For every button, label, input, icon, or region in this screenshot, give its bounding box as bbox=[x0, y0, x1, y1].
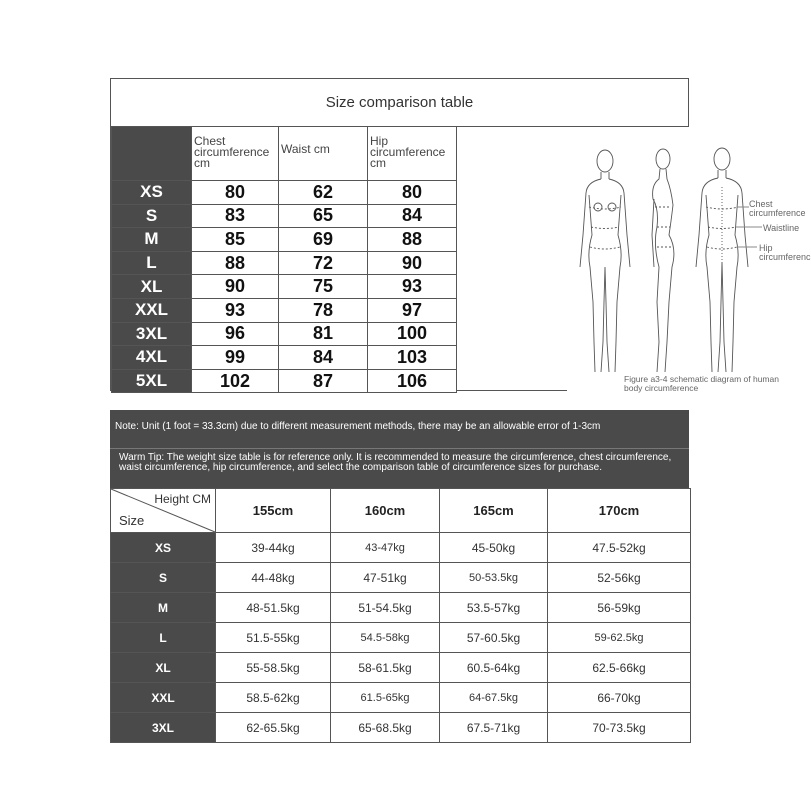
chest-value: 88 bbox=[192, 251, 279, 275]
height-cm-label: Height CM bbox=[154, 492, 211, 506]
weight-value: 65-68.5kg bbox=[331, 713, 440, 743]
weight-value: 51-54.5kg bbox=[331, 593, 440, 623]
weight-value: 45-50kg bbox=[440, 533, 548, 563]
hip-value: 90 bbox=[368, 251, 457, 275]
weight-row bbox=[111, 533, 691, 563]
size-row bbox=[112, 275, 457, 299]
weight-value: 58-61.5kg bbox=[331, 653, 440, 683]
size-header-cell bbox=[112, 127, 192, 181]
waist-value: 81 bbox=[279, 322, 368, 346]
weight-value: 52-56kg bbox=[548, 563, 691, 593]
waist-pointer-label: Waistline bbox=[763, 223, 800, 233]
circumference-header-row bbox=[112, 127, 457, 181]
chest-value: 96 bbox=[192, 322, 279, 346]
weight-size-label: M bbox=[111, 593, 216, 623]
size-row bbox=[112, 204, 457, 228]
weight-value: 59-62.5kg bbox=[548, 623, 691, 653]
weight-row bbox=[111, 653, 691, 683]
hip-pointer-label: Hip circumferenc bbox=[759, 243, 811, 262]
weight-size-label: 3XL bbox=[111, 713, 216, 743]
height-header-row bbox=[111, 489, 691, 533]
chest-header: Chest circumference cm bbox=[192, 127, 279, 181]
height-header: 165cm bbox=[440, 489, 548, 533]
weight-size-table bbox=[110, 488, 691, 743]
size-row bbox=[112, 322, 457, 346]
hip-value: 88 bbox=[368, 228, 457, 252]
size-label: XXL bbox=[112, 298, 192, 322]
unit-note: Note: Unit (1 foot = 33.3cm) due to different measurement methods, there may be an allowable error of 1-3cm bbox=[110, 410, 689, 448]
size-row bbox=[112, 228, 457, 252]
hip-value: 80 bbox=[368, 181, 457, 205]
weight-value: 64-67.5kg bbox=[440, 683, 548, 713]
waist-value: 62 bbox=[279, 181, 368, 205]
size-axis-label: Size bbox=[119, 513, 145, 528]
circumference-table bbox=[111, 126, 457, 393]
waist-value: 75 bbox=[279, 275, 368, 299]
weight-row bbox=[111, 623, 691, 653]
weight-value: 55-58.5kg bbox=[216, 653, 331, 683]
weight-size-label: L bbox=[111, 623, 216, 653]
size-label: 4XL bbox=[112, 346, 192, 370]
weight-size-label: XS bbox=[111, 533, 216, 563]
chest-value: 80 bbox=[192, 181, 279, 205]
chest-value: 90 bbox=[192, 275, 279, 299]
weight-value: 62.5-66kg bbox=[548, 653, 691, 683]
weight-size-label: S bbox=[111, 563, 216, 593]
waist-value: 84 bbox=[279, 346, 368, 370]
height-header: 170cm bbox=[548, 489, 691, 533]
hip-value: 103 bbox=[368, 346, 457, 370]
size-label: XS bbox=[112, 181, 192, 205]
hip-value: 100 bbox=[368, 322, 457, 346]
waist-value: 87 bbox=[279, 369, 368, 393]
weight-value: 47-51kg bbox=[331, 563, 440, 593]
hip-value: 97 bbox=[368, 298, 457, 322]
weight-value: 39-44kg bbox=[216, 533, 331, 563]
corner-cell bbox=[111, 489, 216, 533]
weight-value: 44-48kg bbox=[216, 563, 331, 593]
weight-row bbox=[111, 593, 691, 623]
hip-header: Hip circumference cm bbox=[368, 127, 457, 181]
weight-value: 50-53.5kg bbox=[440, 563, 548, 593]
size-label: L bbox=[112, 251, 192, 275]
weight-value: 62-65.5kg bbox=[216, 713, 331, 743]
size-row bbox=[112, 346, 457, 370]
size-row bbox=[112, 298, 457, 322]
weight-value: 70-73.5kg bbox=[548, 713, 691, 743]
weight-value: 43-47kg bbox=[331, 533, 440, 563]
size-comparison-table bbox=[110, 78, 811, 393]
chest-value: 93 bbox=[192, 298, 279, 322]
waist-value: 72 bbox=[279, 251, 368, 275]
weight-value: 61.5-65kg bbox=[331, 683, 440, 713]
weight-row bbox=[111, 683, 691, 713]
size-label: M bbox=[112, 228, 192, 252]
waist-value: 69 bbox=[279, 228, 368, 252]
hip-value: 93 bbox=[368, 275, 457, 299]
hip-value: 84 bbox=[368, 204, 457, 228]
weight-value: 66-70kg bbox=[548, 683, 691, 713]
weight-value: 47.5-52kg bbox=[548, 533, 691, 563]
chest-value: 102 bbox=[192, 369, 279, 393]
height-header: 155cm bbox=[216, 489, 331, 533]
waist-value: 65 bbox=[279, 204, 368, 228]
hip-value: 106 bbox=[368, 369, 457, 393]
chest-value: 99 bbox=[192, 346, 279, 370]
size-label: XL bbox=[112, 275, 192, 299]
warm-tip: Warm Tip: The weight size table is for reference only. It is recommended to measure the circumference, chest circumference, waist circumference, hip circumference, and select the comparison table of circumference sizes for purchase. bbox=[110, 448, 689, 488]
weight-value: 53.5-57kg bbox=[440, 593, 548, 623]
weight-size-label: XL bbox=[111, 653, 216, 683]
figure-caption: Figure a3-4 schematic diagram of human body circumference bbox=[624, 374, 779, 393]
size-label: 3XL bbox=[112, 322, 192, 346]
weight-size-label: XXL bbox=[111, 683, 216, 713]
weight-value: 56-59kg bbox=[548, 593, 691, 623]
size-row bbox=[112, 369, 457, 393]
weight-value: 60.5-64kg bbox=[440, 653, 548, 683]
size-label: 5XL bbox=[112, 369, 192, 393]
weight-value: 58.5-62kg bbox=[216, 683, 331, 713]
weight-value: 57-60.5kg bbox=[440, 623, 548, 653]
weight-value: 67.5-71kg bbox=[440, 713, 548, 743]
size-row bbox=[112, 181, 457, 205]
weight-row bbox=[111, 563, 691, 593]
size-row bbox=[112, 251, 457, 275]
weight-value: 48-51.5kg bbox=[216, 593, 331, 623]
weight-row bbox=[111, 713, 691, 743]
size-table-title: Size comparison table bbox=[111, 79, 688, 127]
weight-value: 54.5-58kg bbox=[331, 623, 440, 653]
chest-pointer-label: Chest circumference bbox=[749, 199, 806, 218]
chest-value: 83 bbox=[192, 204, 279, 228]
waist-header: Waist cm bbox=[279, 127, 368, 181]
size-label: S bbox=[112, 204, 192, 228]
height-header: 160cm bbox=[331, 489, 440, 533]
chest-value: 85 bbox=[192, 228, 279, 252]
waist-value: 78 bbox=[279, 298, 368, 322]
weight-value: 51.5-55kg bbox=[216, 623, 331, 653]
body-measurement-figure bbox=[567, 127, 811, 393]
